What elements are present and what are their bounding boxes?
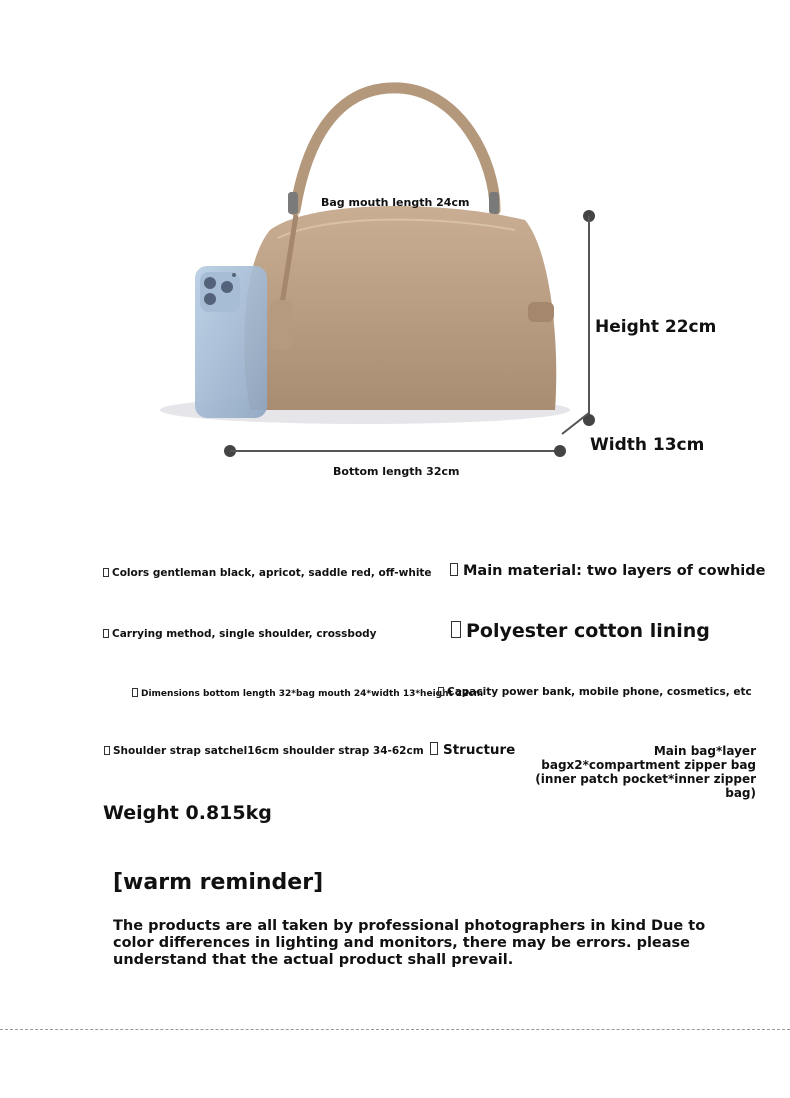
- spec-lining-text: Polyester cotton lining: [466, 620, 710, 642]
- spec-colors: [103, 567, 432, 579]
- bottom-marker-line: [230, 450, 560, 452]
- spec-carrying: [103, 628, 377, 640]
- bullet-icon: [438, 687, 444, 696]
- spec-colors-text: Colors gentleman black, apricot, saddle red, off-white: [112, 567, 432, 579]
- height-marker-line: [588, 216, 590, 420]
- spec-capacity-text: Capacity power bank, mobile phone, cosmetics, etc: [447, 686, 752, 698]
- bullet-icon: [132, 688, 138, 697]
- width-label: Width 13cm: [590, 435, 705, 455]
- bullet-icon: [104, 746, 110, 755]
- height-label: Height 22cm: [595, 317, 717, 337]
- spec-material-text: Main material: two layers of cowhide: [463, 563, 766, 579]
- handbag-image: [110, 80, 580, 430]
- bottom-length-label: Bottom length 32cm: [333, 465, 460, 478]
- bullet-icon: [103, 629, 109, 638]
- spec-dimensions: [132, 688, 483, 699]
- bag-mouth-label: Bag mouth length 24cm: [321, 196, 470, 209]
- spec-strap: [104, 745, 424, 757]
- spec-structure-label-text: Structure: [443, 742, 516, 758]
- spec-strap-text: Shoulder strap satchel16cm shoulder strap 34-62cm: [113, 745, 424, 757]
- spec-structure-value: Main bag*layer bagx2*compartment zipper bag (inner patch pocket*inner zipper bag): [535, 744, 756, 800]
- bullet-icon: [450, 563, 458, 576]
- bullet-icon: [103, 568, 109, 577]
- reminder-body: The products are all taken by professional photographers in kind Due to color differences in lighting and monitors, there may be errors. please understand that the actual product shall prevail.: [113, 918, 706, 968]
- spec-dimensions-text: Dimensions bottom length 32*bag mouth 24*width 13*height 22cm: [141, 689, 484, 699]
- bullet-icon: [451, 621, 461, 638]
- bottom-marker-right: [554, 445, 566, 457]
- spec-structure-label: [430, 742, 515, 758]
- spec-weight: Weight 0.815kg: [103, 802, 272, 824]
- spec-lining: [451, 620, 710, 642]
- dashed-divider: [0, 1029, 790, 1030]
- spec-carrying-text: Carrying method, single shoulder, crossbody: [112, 628, 377, 640]
- reminder-title: [warm reminder]: [113, 870, 324, 895]
- spec-material: [450, 563, 765, 579]
- bullet-icon: [430, 742, 438, 755]
- product-illustration: [110, 80, 580, 430]
- spec-capacity: [438, 686, 752, 698]
